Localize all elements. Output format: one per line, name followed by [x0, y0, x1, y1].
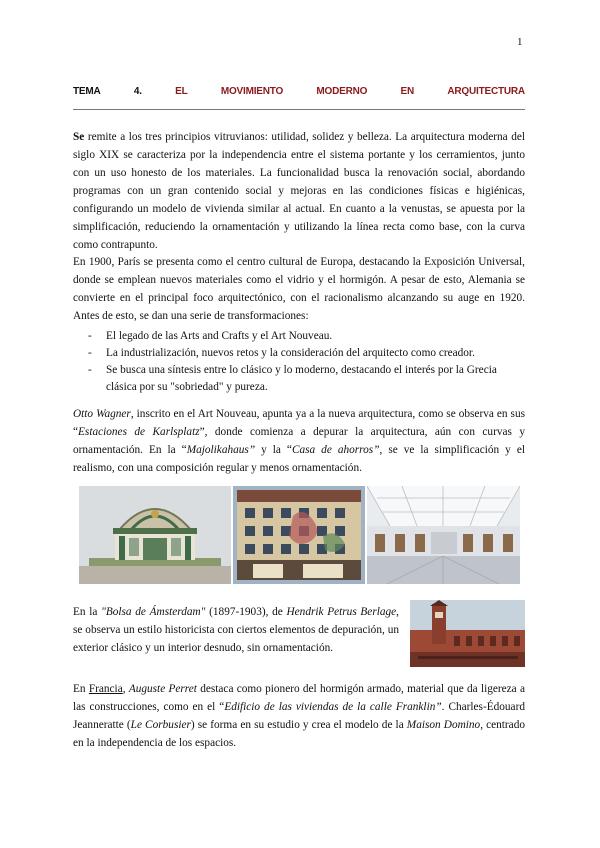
document-title [73, 86, 525, 97]
paragraph-text: remite a los tres principios vitruvianos: utilidad, solidez y belleza. La arquitectura moderna del siglo XIX se caracteriza por la independencia entre el sistema portante y los cerramientos, junto con un uso honesto de los materiales. La funcionalidad busca la renovación social, abordando programas con un gran contenido social y mejoras en las condiciones físicas e higiénicas, configurando un modelo de vivienda similar al actual. En cuanto a la venustas, se apuesta por la simplificación, reduciendo la ornamentación y utilizando la línea recta como base, con la curva como contrapunto. [73, 131, 525, 251]
title-word: MOVIMIENTO [220, 86, 284, 97]
text-run: . Charles-Édouard Jeanneratte ( [73, 701, 525, 731]
paragraph-text: En 1900, París se presenta como el centro cultural de Europa, destacando la Exposición Universal, donde se emplean nuevos materiales como el vidrio y el hormigón. A pesar de esto, Alemania se convierte en el principal foco arquitectónico, con el racionalismo alcanzando su auge en 1920. Antes de esto, se dan una serie de transformaciones: [73, 256, 525, 322]
paragraph-vitruvian [73, 128, 525, 254]
title-tema: TEMA [73, 86, 101, 97]
text-run: En [73, 683, 89, 695]
karlsplatz-station-photo [79, 486, 231, 584]
paragraph-paris-1900 [73, 253, 525, 325]
title-number: 4. [133, 86, 142, 97]
architect-name: Auguste Perret [128, 683, 197, 695]
paragraph-berlage [73, 603, 399, 657]
amsterdam-exchange-photo [410, 600, 525, 667]
work-title: Estaciones de Karlsplatz [78, 426, 200, 438]
country-link: Francia [88, 683, 123, 695]
page-number: 1 [517, 36, 523, 48]
title-divider [73, 109, 525, 110]
text-run: En la [73, 606, 102, 618]
text-run: (1897-1903), de [205, 606, 287, 618]
paragraph-perret [73, 680, 525, 752]
text-run: , se observa un estilo historicista con ciertos elementos de depuración, un exterior clásico y un interior desnudo, sin ornamentación. [73, 606, 399, 654]
architect-name: Le Corbusier [130, 719, 191, 731]
title-word: MODERNO [316, 86, 368, 97]
work-title: Edificio de las viviendas de la calle Franklin” [224, 701, 442, 713]
transformations-list [88, 328, 526, 396]
text-run: ”, donde comienza a depurar la arquitectura, aún con curvas y ornamentación. En la “ [73, 426, 525, 456]
paragraph-otto-wagner [73, 405, 525, 477]
text-run: destaca como pionero del hormigón armado, material que da ligereza a las construcciones, como en el “ [73, 683, 525, 713]
list-item: - El legado de las Arts and Crafts y el Art Nouveau. [88, 328, 526, 345]
majolikahaus-photo [233, 486, 365, 584]
text-run: y la “ [255, 444, 292, 456]
work-title: Casa de ahorros” [291, 444, 380, 456]
title-word: ARQUITECTURA [447, 86, 525, 97]
title-word: EN [400, 86, 415, 97]
work-title: Majolikahaus” [186, 444, 256, 456]
work-title: Maison Domino [406, 719, 481, 731]
list-item: - Se busca una síntesis entre lo clásico y lo moderno, destacando el interés por la Grecia clásica por su "sobriedad" y pureza. [88, 362, 526, 396]
savings-bank-hall-photo [367, 486, 520, 584]
text-run: , se ve la simplificación y el realismo, con una composición regular y menos ornamentación. [73, 444, 525, 474]
text-run: ) se forma en su estudio y crea el modelo de la [190, 719, 407, 731]
list-item: - La industrialización, nuevos retos y la consideración del arquitecto como creador. [88, 345, 526, 362]
architect-name: Hendrik Petrus Berlage [286, 606, 397, 618]
architect-name: Otto Wagner [73, 408, 131, 420]
lead-word: Se [73, 131, 85, 143]
text-run: , inscrito en el Art Nouveau, apunta ya a la nueva arquitectura, como se observa en sus “ [73, 408, 525, 438]
title-word: EL [175, 86, 188, 97]
work-title: "Bolsa de Ámsterdam" [101, 606, 206, 618]
text-run: , centrado en la independencia de los espacios. [73, 719, 525, 749]
text-run: , [122, 683, 129, 695]
